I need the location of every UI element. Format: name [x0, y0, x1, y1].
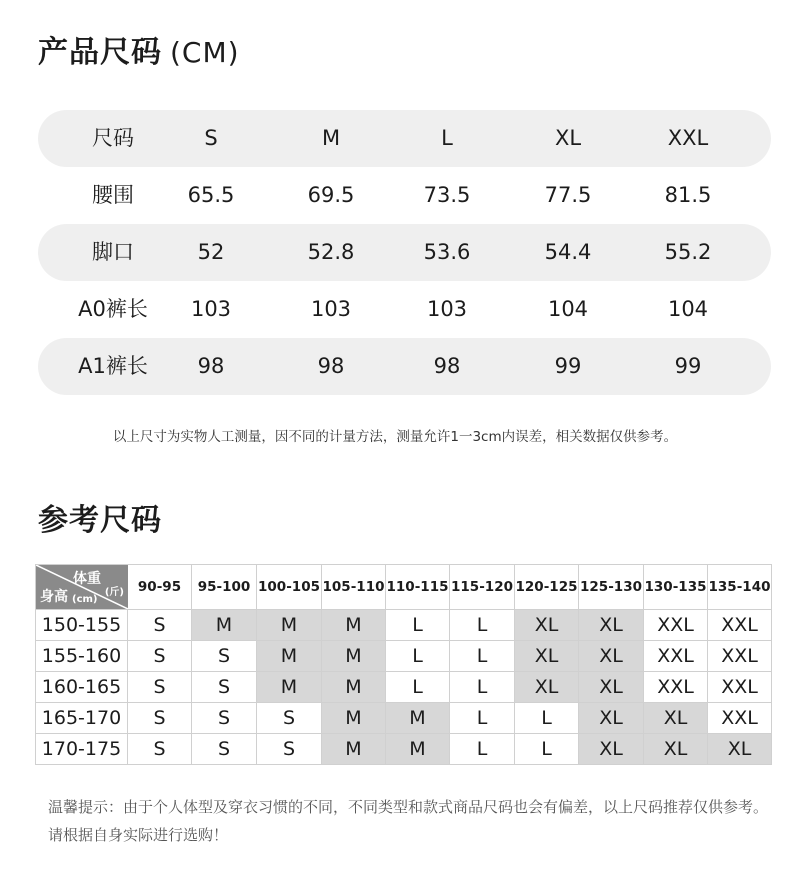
size-value-cell: 103: [310, 297, 352, 321]
size-recommendation-cell: S: [128, 703, 192, 734]
size-recommendation-cell: XXL: [708, 672, 772, 703]
size-recommendation-cell: M: [192, 610, 257, 641]
weight-header-cell: 125-130: [579, 565, 644, 610]
size-recommendation-cell: XL: [579, 734, 644, 765]
height-cell: 160-165: [36, 672, 128, 703]
size-recommendation-cell: S: [128, 610, 192, 641]
size-row: [38, 338, 771, 395]
size-value-cell: 99: [674, 354, 702, 378]
size-row: [38, 167, 771, 224]
size-row-label: 尺码: [92, 126, 134, 150]
size-recommendation-cell: XXL: [644, 610, 708, 641]
grid-row: [36, 641, 772, 672]
size-recommendation-cell: L: [386, 672, 450, 703]
size-recommendation-cell: XL: [515, 610, 579, 641]
size-recommendation-cell: M: [386, 734, 450, 765]
grid-header-row: [36, 565, 772, 610]
size-recommendation-cell: XXL: [644, 641, 708, 672]
weight-axis-unit: (斤): [104, 587, 124, 598]
size-recommendation-cell: L: [386, 641, 450, 672]
weight-header-cell: 95-100: [192, 565, 257, 610]
size-recommendation-cell: M: [257, 641, 322, 672]
size-value-cell: 73.5: [423, 183, 471, 207]
size-header-cell: XL: [554, 126, 582, 150]
grid-row: [36, 703, 772, 734]
size-recommendation-cell: S: [128, 734, 192, 765]
size-row-label: A1裤长: [78, 354, 148, 378]
size-value-cell: 104: [547, 297, 589, 321]
size-recommendation-cell: XL: [515, 672, 579, 703]
grid-row: [36, 734, 772, 765]
grid-corner-cell: [36, 565, 128, 610]
size-recommendation-cell: M: [322, 734, 386, 765]
size-recommendation-cell: L: [450, 610, 515, 641]
size-recommendation-cell: XL: [579, 641, 644, 672]
size-recommendation-cell: S: [128, 641, 192, 672]
size-recommendation-cell: S: [192, 641, 257, 672]
height-axis-label: 身高: [40, 589, 68, 605]
height-cell: 150-155: [36, 610, 128, 641]
product-size-title: [38, 27, 240, 71]
weight-header-cell: 135-140: [708, 565, 772, 610]
size-recommendation-cell: L: [515, 734, 579, 765]
product-size-table: [38, 110, 771, 395]
size-value-cell: 104: [667, 297, 709, 321]
weight-axis-label: 体重: [73, 571, 101, 587]
size-recommendation-cell: M: [322, 672, 386, 703]
size-value-cell: 81.5: [664, 183, 712, 207]
product-size-unit: (CM): [170, 36, 240, 69]
size-recommendation-cell: L: [450, 641, 515, 672]
size-recommendation-cell: L: [450, 703, 515, 734]
size-header-cell: M: [321, 126, 341, 150]
size-recommendation-cell: M: [386, 703, 450, 734]
size-recommendation-cell: XL: [579, 672, 644, 703]
size-recommendation-cell: XL: [579, 610, 644, 641]
size-recommendation-cell: XL: [644, 734, 708, 765]
size-header-cell: XXL: [667, 126, 709, 150]
size-recommendation-cell: M: [257, 610, 322, 641]
size-recommendation-cell: L: [450, 734, 515, 765]
reference-size-title: 参考尺码: [38, 503, 162, 538]
size-recommendation-cell: XXL: [708, 641, 772, 672]
size-recommendation-cell: L: [515, 703, 579, 734]
reference-size-grid: [35, 564, 772, 765]
size-value-cell: 69.5: [307, 183, 355, 207]
weight-header-cell: 90-95: [128, 565, 192, 610]
size-value-cell: 99: [554, 354, 582, 378]
size-row: [38, 281, 771, 338]
size-header-cell: S: [204, 126, 218, 150]
height-cell: 170-175: [36, 734, 128, 765]
size-recommendation-cell: M: [322, 610, 386, 641]
size-recommendation-cell: L: [386, 610, 450, 641]
weight-header-cell: 130-135: [644, 565, 708, 610]
measurement-note: 以上尺寸为实物人工测量，因不同的计量方法，测量允许1一3cm内误差，相关数据仅供参考。: [112, 429, 678, 445]
size-recommendation-cell: XXL: [708, 703, 772, 734]
size-value-cell: 77.5: [544, 183, 592, 207]
size-row: [38, 224, 771, 281]
size-value-cell: 65.5: [187, 183, 235, 207]
size-row-label: 腰围: [92, 183, 134, 207]
size-recommendation-cell: S: [192, 703, 257, 734]
size-recommendation-cell: S: [192, 734, 257, 765]
grid-row: [36, 672, 772, 703]
weight-header-cell: 110-115: [386, 565, 450, 610]
weight-header-cell: 100-105: [257, 565, 322, 610]
size-recommendation-cell: L: [450, 672, 515, 703]
size-value-cell: 98: [197, 354, 225, 378]
weight-header-cell: 115-120: [450, 565, 515, 610]
size-value-cell: 103: [426, 297, 468, 321]
weight-header-cell: 105-110: [322, 565, 386, 610]
size-recommendation-cell: S: [128, 672, 192, 703]
size-value-cell: 52: [197, 240, 225, 264]
height-axis-unit: (cm): [72, 594, 98, 605]
product-size-title-text: 产品尺码: [38, 35, 162, 70]
tip-note: 温馨提示：由于个人体型及穿衣习惯的不同，不同类型和款式商品尺码也会有偏差，以上尺码推荐仅供参考。请根据自身实际进行选购！: [48, 798, 769, 844]
size-value-cell: 98: [317, 354, 345, 378]
size-recommendation-cell: M: [257, 672, 322, 703]
size-recommendation-cell: M: [322, 703, 386, 734]
size-recommendation-cell: S: [192, 672, 257, 703]
weight-header-cell: 120-125: [515, 565, 579, 610]
size-header-row: [38, 110, 771, 167]
size-value-cell: 54.4: [544, 240, 592, 264]
size-recommendation-cell: M: [322, 641, 386, 672]
size-value-cell: 98: [433, 354, 461, 378]
grid-row: [36, 610, 772, 641]
size-header-cell: L: [441, 126, 453, 150]
size-recommendation-cell: XL: [644, 703, 708, 734]
size-recommendation-cell: XL: [579, 703, 644, 734]
size-recommendation-cell: S: [257, 734, 322, 765]
size-row-label: 脚口: [92, 240, 134, 264]
size-recommendation-cell: XXL: [708, 610, 772, 641]
size-row-label: A0裤长: [78, 297, 148, 321]
size-value-cell: 53.6: [423, 240, 471, 264]
size-recommendation-cell: XL: [708, 734, 772, 765]
size-value-cell: 55.2: [664, 240, 712, 264]
height-cell: 155-160: [36, 641, 128, 672]
size-recommendation-cell: S: [257, 703, 322, 734]
size-recommendation-cell: XL: [515, 641, 579, 672]
height-cell: 165-170: [36, 703, 128, 734]
size-value-cell: 103: [190, 297, 232, 321]
size-recommendation-cell: XXL: [644, 672, 708, 703]
size-value-cell: 52.8: [307, 240, 355, 264]
